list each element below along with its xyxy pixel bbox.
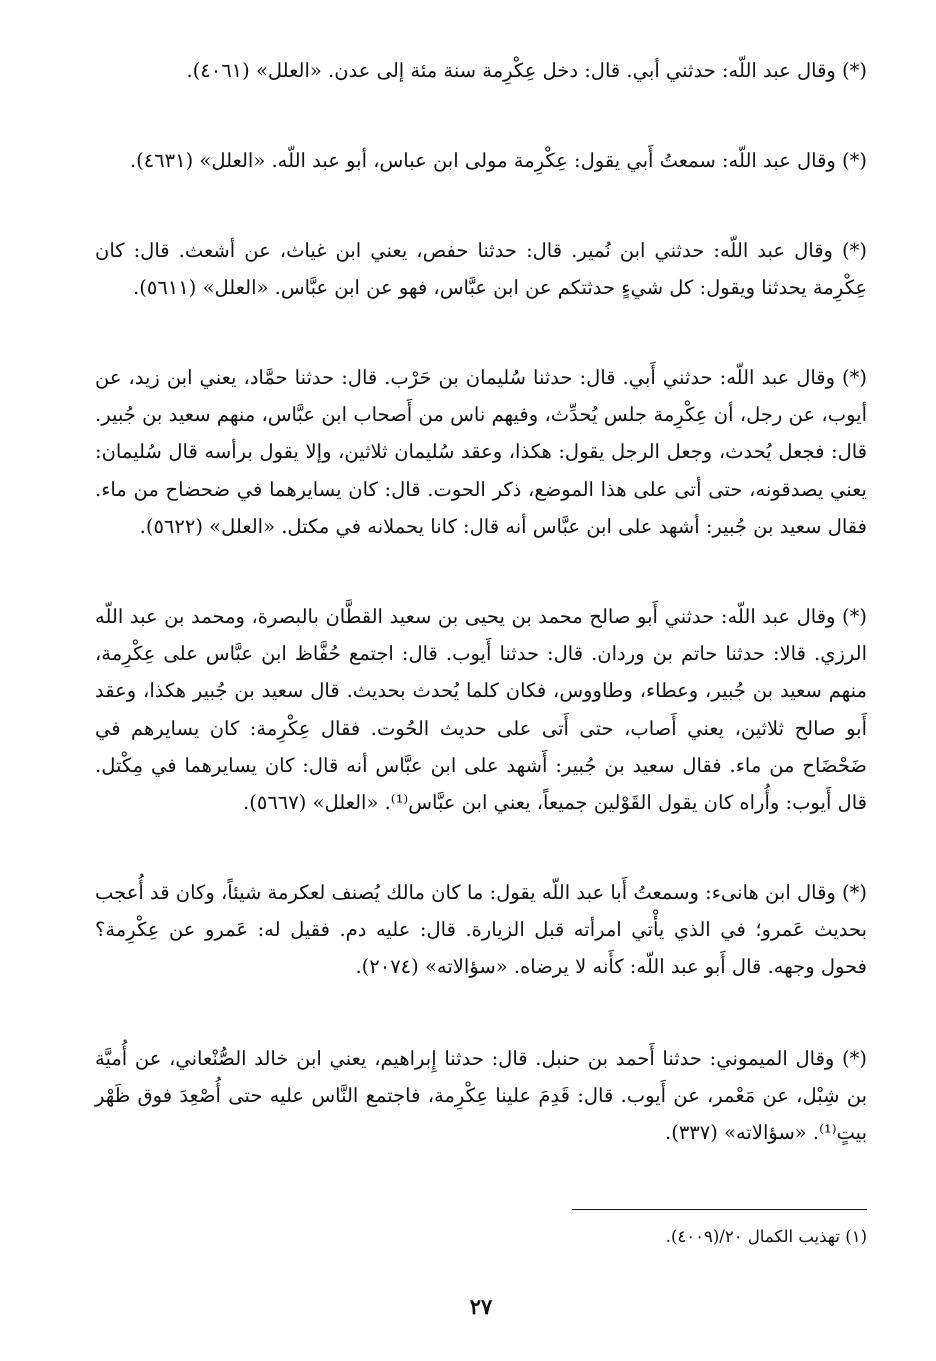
paragraph-4: (*) وقال عبد اللّه: حدثني أَبي. قال: حدثنا سُليمان بن حَرْب. قال: حدثنا حمَّاد، يعني ابن زيد، عن أيوب، عن رجل، أن عِكْرِمة جلس يُحدِّث، وفيهم ناس من أَصحاب ابن عبَّاس، منهم سعيد بن جُبير. قال: فجعل يُحدث، وجعل الرجل يقول: هكذا، وعقد سُليمان ثلاثين، وإلا يقول برأسه قال سُليمان: يعني يصدقونه، حتى أتى على هذا الموضع، ذكر الحوت. قال: كان يسايرهما في ضحضاح من ماء. فقال سعيد بن جُبير: أشهد على ابن عبَّاس أنه قال: كانا يحملانه في مكتل. «العلل» (٥٦٢٢). xyxy=(95,366,867,538)
paragraph-2: (*) وقال عبد اللّه: سمعتُ أَبي يقول: عِكْرِمة مولى ابن عباس، أبو عبد اللّه. «العلل» (٤٦٣١). xyxy=(129,149,867,172)
page-number: ٢٧ xyxy=(469,1294,493,1319)
paragraph-5: (*) وقال عبد اللّه: حدثني أَبو صالح محمد بن يحيى بن سعيد القطَّان بالبصرة، ومحمد بن عبد اللّه الرزي. قالا: حدثنا حاتم بن وردان. قال: حدثنا أَيوب. قال: اجتمع حُفَّاظ ابن عبَّاس على عِكْرِمة، منهم سعيد بن جُبير، وعطاء، وطاووس، فكان كلما يُحدث بحديث. قال سعيد بن جُبير هكذا، وعقد أَبو صالح ثلاثين، يعني أَصاب، حتى أَتى على حديث الحُوت. فقال عِكْرِمة: كان يسايرهم في ضَحْضَاح من ماء. فقال سعيد بن جُبير: أَشهد على ابن عبَّاس أنه قال: كان يسايرهما في مِكْتل. قال أَيوب: وأُراه كان يقول القَوْلين جميعاً، يعني ابن عبَّاس⁽¹⁾. «العلل» (٥٦٦٧). xyxy=(95,605,867,815)
document-page xyxy=(95,52,867,1319)
paragraph-3: (*) وقال عبد اللّه: حدثني ابن نُمير. قال: حدثنا حفص، يعني ابن غياث، عن أشعث. قال: كان عِكْرِمة يحدثنا ويقول: كل شيءٍ حدثتكم عن ابن عبَّاس، فهو عن ابن عبَّاس. «العلل» (٥٦١١). xyxy=(95,239,867,300)
footnote: (١) تهذيب الكمال ٢٠/(٤٠٠٩). xyxy=(665,1227,867,1246)
paragraph-6: (*) وقال ابن هانىء: وسمعتُ أَبا عبد اللّه يقول: ما كان مالك يُصنف لعكرمة شيئاً، وكان قد أُعجب بحديث عَمرو؛ في الذي يأْتي امرأته قبل الزيارة. قال: عليه دم. فقيل له: عَمرو عن عِكْرِمة؟ فحول وجهه. قال أَبو عبد اللّه: كأَنه لا يرضاه. «سؤالاته» (٢٠٧٤). xyxy=(95,881,867,979)
paragraph-1: (*) وقال عبد اللّه: حدثني أبي. قال: دخل عِكْرِمة سنة مئة إلى عدن. «العلل» (٤٠٦١). xyxy=(186,59,867,82)
footnote-divider xyxy=(572,1209,867,1210)
paragraph-7: (*) وقال الميموني: حدثنا أَحمد بن حنبل. قال: حدثنا إِبراهيم، يعني ابن خالد الصُّنْعاني، عن أُميَّة بن شِبْل، عن مَعْمر، عن أَيوب. قال: قَدِمَ علينا عِكْرِمة، فاجتمع النَّاس عليه حتى أُصْعِدَ فوق ظَهْر بيتٍ⁽¹⁾. «سؤالاته» (٣٣٧). xyxy=(95,1047,867,1145)
